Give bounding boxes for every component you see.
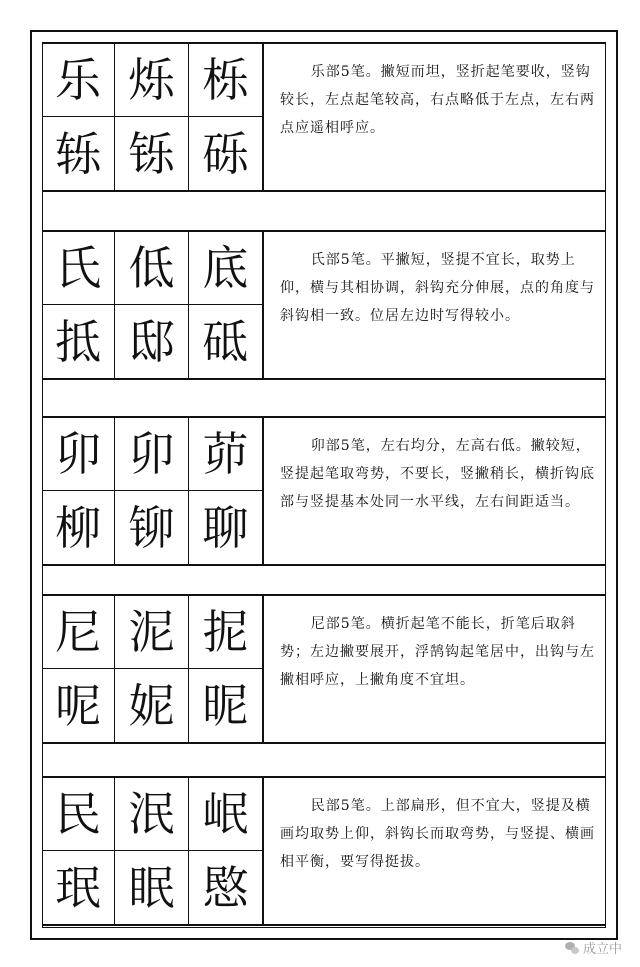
watermark-text: 成立中 xyxy=(582,942,622,957)
character-cell: 尼 xyxy=(42,596,115,669)
character-grid xyxy=(42,418,264,564)
character-grid xyxy=(42,44,264,190)
radical-description: 卯部5笔，左右均分，左高右低。撇较短，竖提起笔取弯势，不要长，竖撇稍长，横折钩底部与竖提基本处同一水平线，左右间距适当。 xyxy=(280,438,595,510)
character-cell: 眠 xyxy=(115,851,188,924)
radical-section-mao xyxy=(42,416,606,566)
character-cell: 栎 xyxy=(189,44,262,117)
character-grid xyxy=(42,596,264,742)
character-cell: 邸 xyxy=(115,305,188,378)
radical-section-shi xyxy=(42,230,606,380)
character-cell: 泯 xyxy=(115,778,188,851)
character-cell: 铄 xyxy=(115,117,188,190)
character-cell: 茆 xyxy=(189,418,262,491)
character-cell: 泥 xyxy=(115,596,188,669)
character-cell: 砾 xyxy=(202,126,249,181)
radical-description: 氏部5笔。平撇短，竖提不宜长，取势上仰，横与其相协调，斜钩充分伸展，点的角度与斜钩相一致。位居左边时写得较小。 xyxy=(280,252,595,324)
character-grid xyxy=(42,232,264,378)
character-cell: 妮 xyxy=(115,669,188,742)
character-cell: 岷 xyxy=(189,778,262,851)
character-cell: 抳 xyxy=(189,596,262,669)
character-cell: 昵 xyxy=(202,678,249,733)
radical-section-min xyxy=(42,776,606,926)
character-cell: 卯 xyxy=(42,418,115,491)
character-cell: 珉 xyxy=(42,851,115,924)
character-cell: 砥 xyxy=(202,314,249,369)
character-cell: 烁 xyxy=(115,44,188,117)
character-grid xyxy=(42,778,264,924)
character-cell: 民 xyxy=(42,778,115,851)
character-cell: 氏 xyxy=(42,232,115,305)
character-cell: 聊 xyxy=(202,500,249,555)
character-cell: 轹 xyxy=(42,117,115,190)
character-cell: 卯 xyxy=(115,418,188,491)
character-cell: 抵 xyxy=(42,305,115,378)
watermark xyxy=(565,938,622,957)
radical-description: 乐部5笔。撇短而坦，竖折起笔要收，竖钩较长，左点起笔较高，右点略低于左点，左右两点应遥相呼应。 xyxy=(280,64,595,136)
character-cell: 底 xyxy=(189,232,262,305)
character-cell: 愍 xyxy=(202,860,249,915)
radical-description: 民部5笔。上部扁形，但不宜大，竖提及横画均取势上仰，斜钩长而取弯势，与竖提、横画相平衡，要写得挺拔。 xyxy=(280,798,595,870)
character-cell: 乐 xyxy=(42,44,115,117)
wechat-icon xyxy=(565,942,579,954)
radical-section-le xyxy=(42,42,606,192)
radical-section-ni xyxy=(42,594,606,744)
character-cell: 低 xyxy=(115,232,188,305)
character-cell: 柳 xyxy=(42,491,115,564)
character-cell: 铆 xyxy=(115,491,188,564)
radical-description: 尼部5笔。横折起笔不能长，折笔后取斜势；左边撇要展开，浮鹄钩起笔居中，出钩与左撇相呼应，上撇角度不宜坦。 xyxy=(280,616,595,688)
character-cell: 呢 xyxy=(42,669,115,742)
